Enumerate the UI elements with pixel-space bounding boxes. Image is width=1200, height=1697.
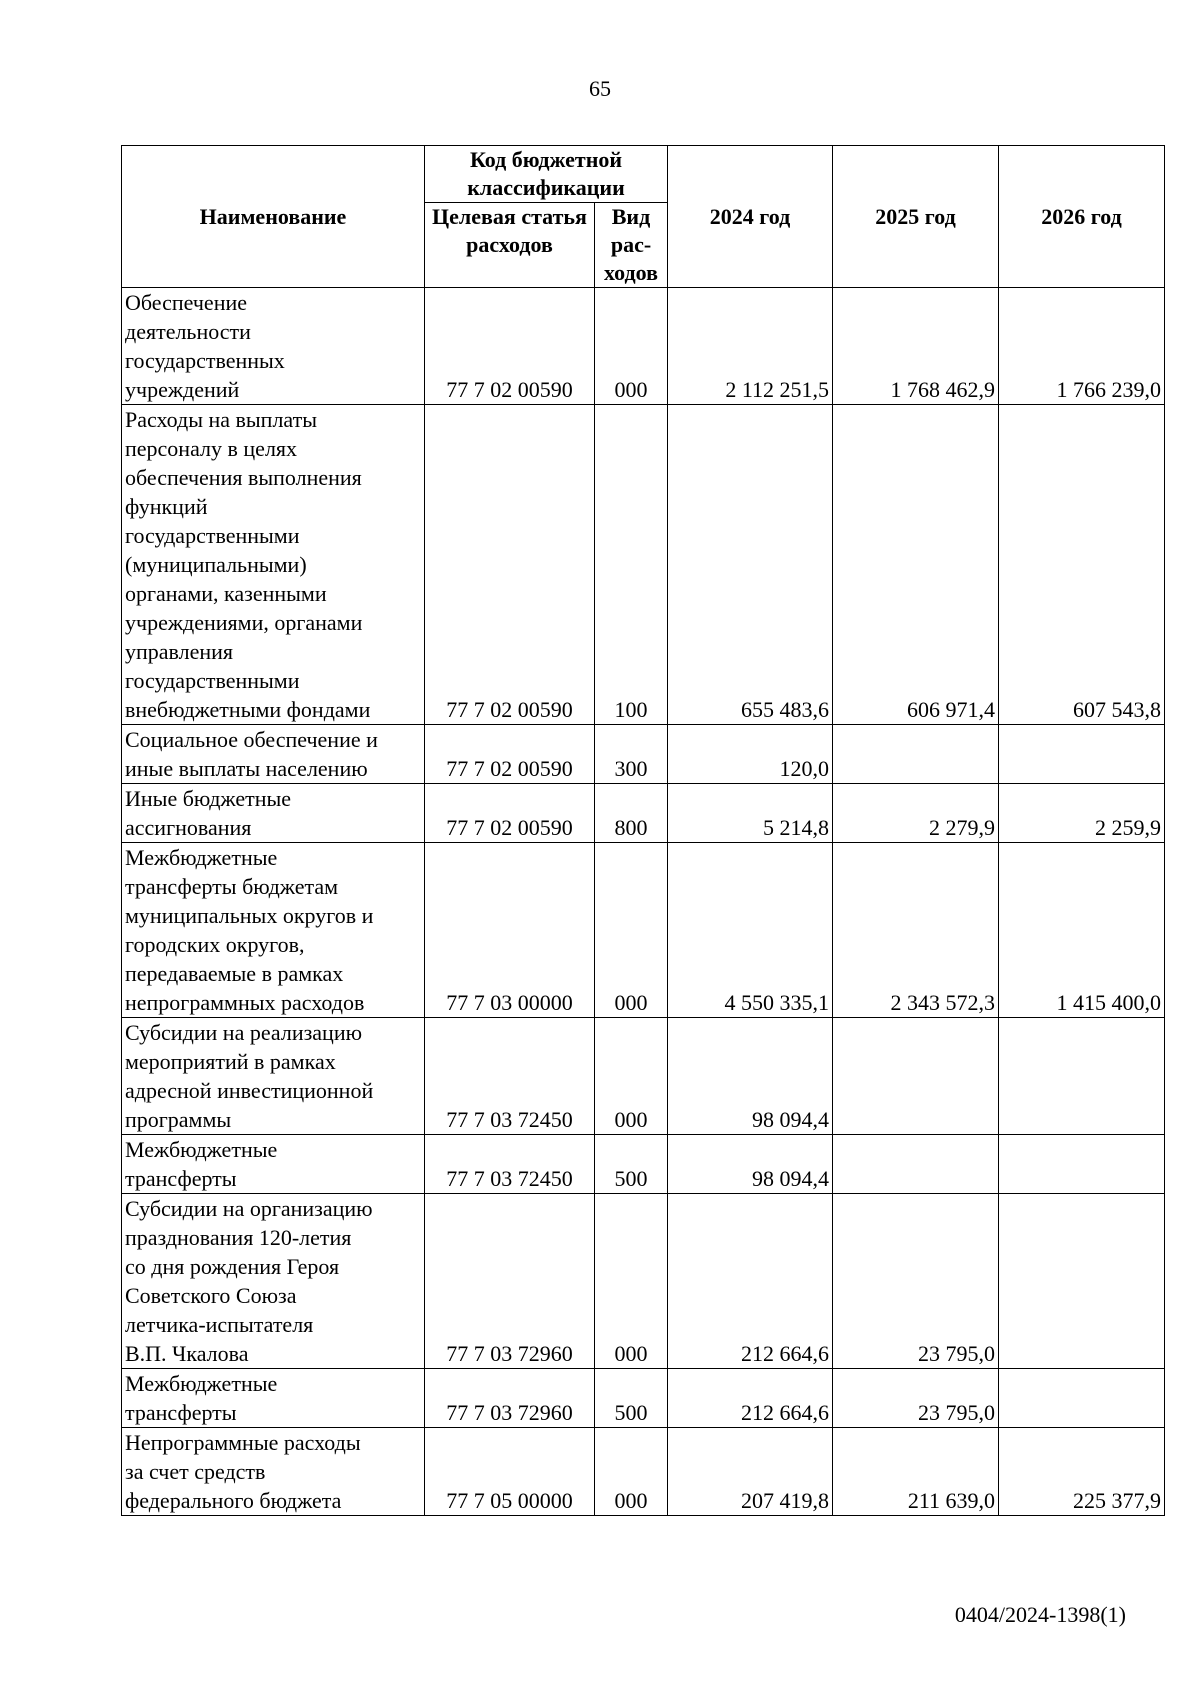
- header-row-1: [122, 146, 1165, 203]
- row-name: Непрограммные расходы за счет средств федерального бюджета: [122, 1428, 425, 1516]
- row-2024: 98 094,4: [668, 1135, 833, 1194]
- row-vid: 000: [595, 843, 668, 1018]
- row-2024: 655 483,6: [668, 405, 833, 725]
- row-2025: [833, 725, 999, 784]
- header-name: Наименование: [122, 146, 425, 288]
- row-2024: 120,0: [668, 725, 833, 784]
- row-target-code: 77 7 02 00590: [425, 784, 595, 843]
- row-vid: 500: [595, 1135, 668, 1194]
- row-2025: 606 971,4: [833, 405, 999, 725]
- header-target: Целевая статья расходов: [425, 203, 595, 288]
- row-2026: [999, 1135, 1165, 1194]
- row-name: Субсидии на организацию празднования 120-летия со дня рождения Героя Советского Союза летчика-испытателя В.П. Чкалова: [122, 1194, 425, 1369]
- header-vid: Вид рас- ходов: [595, 203, 668, 288]
- row-vid: 300: [595, 725, 668, 784]
- row-2024: 212 664,6: [668, 1194, 833, 1369]
- row-2026: [999, 1369, 1165, 1428]
- row-name: Иные бюджетные ассигнования: [122, 784, 425, 843]
- header-2025: 2025 год: [833, 146, 999, 288]
- page-number: 65: [589, 76, 611, 101]
- row-vid: 100: [595, 405, 668, 725]
- row-2025: 1 768 462,9: [833, 288, 999, 405]
- table-row: [122, 1135, 1165, 1194]
- row-target-code: 77 7 05 00000: [425, 1428, 595, 1516]
- row-2025: 2 279,9: [833, 784, 999, 843]
- document-registration-code: 0404/2024-1398(1): [954, 1602, 1126, 1627]
- row-2026: [999, 725, 1165, 784]
- row-vid: 500: [595, 1369, 668, 1428]
- row-name: Межбюджетные трансферты бюджетам муниципальных округов и городских округов, передаваемые в рамках непрограммных расходов: [122, 843, 425, 1018]
- budget-table: [121, 145, 1165, 1516]
- row-2024: 5 214,8: [668, 784, 833, 843]
- row-2025: 23 795,0: [833, 1369, 999, 1428]
- row-2025: 23 795,0: [833, 1194, 999, 1369]
- row-2025: 211 639,0: [833, 1428, 999, 1516]
- table-row: [122, 725, 1165, 784]
- table-row: [122, 405, 1165, 725]
- header-kbk: Код бюджетной классификации: [425, 146, 668, 203]
- row-target-code: 77 7 03 00000: [425, 843, 595, 1018]
- row-target-code: 77 7 03 72450: [425, 1135, 595, 1194]
- row-2026: 607 543,8: [999, 405, 1165, 725]
- table-row: [122, 1194, 1165, 1369]
- header-2026: 2026 год: [999, 146, 1165, 288]
- row-2026: [999, 1018, 1165, 1135]
- row-vid: 000: [595, 288, 668, 405]
- row-2026: 2 259,9: [999, 784, 1165, 843]
- table-row: [122, 1018, 1165, 1135]
- row-2025: [833, 1018, 999, 1135]
- row-name: Межбюджетные трансферты: [122, 1135, 425, 1194]
- table-row: [122, 843, 1165, 1018]
- row-name: Субсидии на реализацию мероприятий в рамках адресной инвестиционной программы: [122, 1018, 425, 1135]
- row-target-code: 77 7 03 72450: [425, 1018, 595, 1135]
- row-target-code: 77 7 02 00590: [425, 725, 595, 784]
- row-2024: 212 664,6: [668, 1369, 833, 1428]
- row-target-code: 77 7 02 00590: [425, 288, 595, 405]
- row-2024: 98 094,4: [668, 1018, 833, 1135]
- table-row: [122, 784, 1165, 843]
- row-2025: [833, 1135, 999, 1194]
- row-vid: 000: [595, 1428, 668, 1516]
- row-2024: 4 550 335,1: [668, 843, 833, 1018]
- row-target-code: 77 7 03 72960: [425, 1194, 595, 1369]
- row-target-code: 77 7 03 72960: [425, 1369, 595, 1428]
- row-name: Обеспечение деятельности государственных учреждений: [122, 288, 425, 405]
- row-target-code: 77 7 02 00590: [425, 405, 595, 725]
- row-name: Межбюджетные трансферты: [122, 1369, 425, 1428]
- row-2026: 1 415 400,0: [999, 843, 1165, 1018]
- header-2024: 2024 год: [668, 146, 833, 288]
- row-2024: 207 419,8: [668, 1428, 833, 1516]
- row-2026: [999, 1194, 1165, 1369]
- row-2025: 2 343 572,3: [833, 843, 999, 1018]
- table-row: [122, 1428, 1165, 1516]
- row-2024: 2 112 251,5: [668, 288, 833, 405]
- table-row: [122, 1369, 1165, 1428]
- row-vid: 000: [595, 1194, 668, 1369]
- row-vid: 000: [595, 1018, 668, 1135]
- row-2026: 225 377,9: [999, 1428, 1165, 1516]
- row-2026: 1 766 239,0: [999, 288, 1165, 405]
- row-vid: 800: [595, 784, 668, 843]
- row-name: Социальное обеспечение и иные выплаты населению: [122, 725, 425, 784]
- table-row: [122, 288, 1165, 405]
- row-name: Расходы на выплаты персоналу в целях обеспечения выполнения функций государственными (муниципальными) органами, казенными учреждениями, органами управления государственными внебюджетными фондами: [122, 405, 425, 725]
